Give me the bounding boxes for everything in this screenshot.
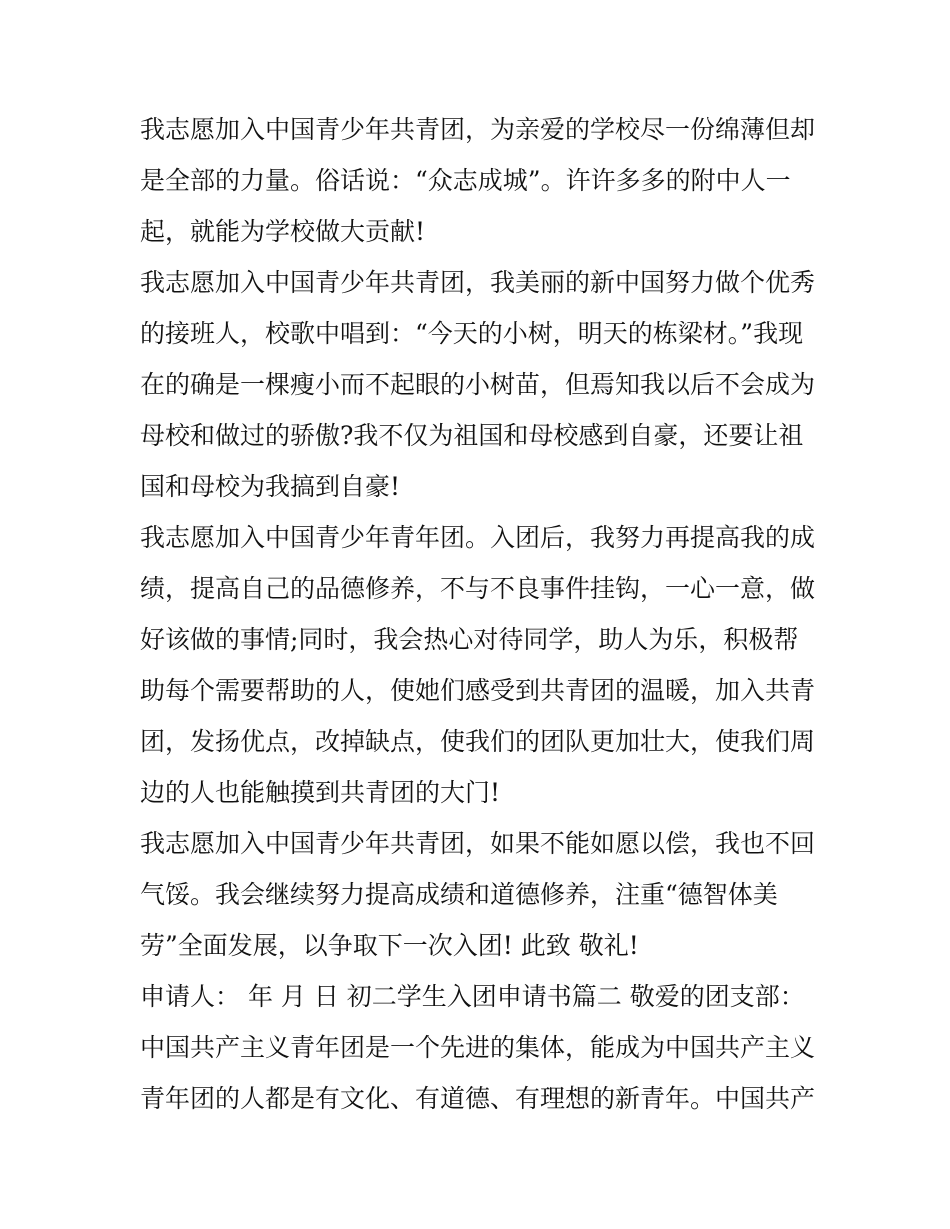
document-body <box>140 104 820 1124</box>
text-line: 中国共产主义青年团是一个先进的集体，能成为中国共产主义 <box>140 1033 816 1062</box>
text-line: 边的人也能触摸到共青团的大门! <box>140 778 501 807</box>
text-line: 母校和做过的骄傲?我不仅为祖国和母校感到自豪，还要让祖 <box>140 421 804 450</box>
text-line: 气馁。我会继续努力提高成绩和道德修养，注重“德智体美 <box>140 880 778 909</box>
text-line: 我志愿加入中国青少年共青团，为亲爱的学校尽一份绵薄但却 <box>140 115 816 144</box>
text-line: 国和母校为我搞到自豪! <box>140 472 401 501</box>
text-line: 青年团的人都是有文化、有道德、有理想的新青年。中国共产 <box>140 1084 816 1113</box>
text-line: 劳”全面发展，以争取下一次入团! 此致 敬礼! <box>140 931 639 960</box>
text-line: 起，就能为学校做大贡献! <box>140 217 426 246</box>
text-line: 的接班人，校歌中唱到：“今天的小树，明天的栋梁材。”我现 <box>140 319 804 348</box>
text-line: 我志愿加入中国青少年共青团，我美丽的新中国努力做个优秀 <box>140 268 816 297</box>
text-line: 申请人： 年 月 日 初二学生入团申请书篇二 敬爱的团支部： <box>140 982 805 1011</box>
text-line: 是全部的力量。俗话说：“众志成城”。许许多多的附中人一 <box>140 166 791 195</box>
text-line: 我志愿加入中国青少年共青团，如果不能如愿以偿，我也不回 <box>140 829 816 858</box>
text-line: 助每个需要帮助的人，使她们感受到共青团的温暖，加入共青 <box>140 676 816 705</box>
text-line: 绩，提高自己的品德修养，不与不良事件挂钩，一心一意，做 <box>140 574 816 603</box>
text-line: 我志愿加入中国青少年青年团。入团后，我努力再提高我的成 <box>140 523 816 552</box>
text-line: 团，发扬优点，改掉缺点，使我们的团队更加壮大，使我们周 <box>140 727 816 756</box>
text-line: 好该做的事情;同时，我会热心对待同学，助人为乐，积极帮 <box>140 625 799 654</box>
text-line: 在的确是一棵瘦小而不起眼的小树苗，但焉知我以后不会成为 <box>140 370 816 399</box>
